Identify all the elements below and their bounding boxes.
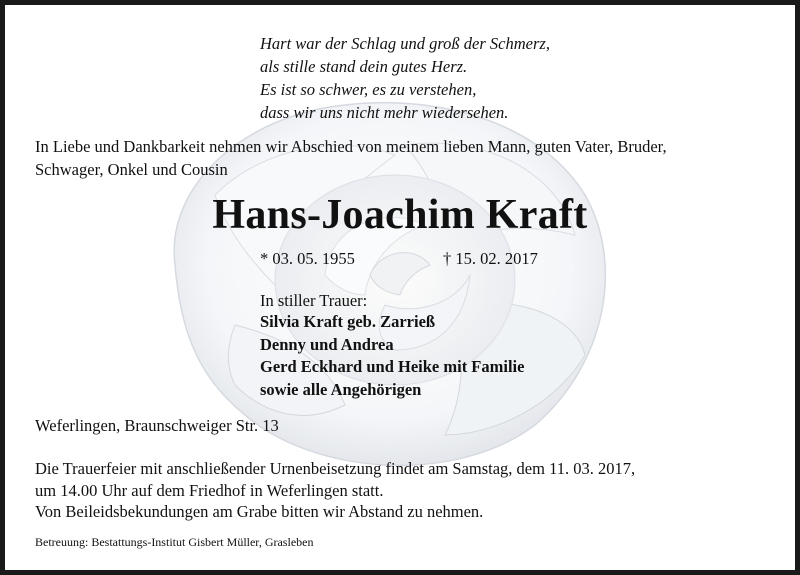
poem-line: Hart war der Schlag und groß der Schmerz,: [260, 34, 550, 53]
funeral-home-credit: Betreuung: Bestattungs-Institut Gisbert Müller, Grasleben: [35, 535, 314, 549]
service-line: um 14.00 Uhr auf dem Friedhof in Weferlingen statt.: [35, 480, 384, 500]
intro-line: Schwager, Onkel und Cousin: [35, 159, 228, 179]
mourner-name: Gerd Eckhard und Heike mit Familie: [260, 357, 525, 376]
birth-date: * 03. 05. 1955: [260, 249, 355, 268]
farewell-intro: [35, 136, 667, 181]
mourner-name: sowie alle Angehörigen: [260, 379, 422, 399]
poem-line: Es ist so schwer, es zu verstehen,: [260, 80, 477, 99]
service-line: Von Beileidsbekundungen am Grabe bitten wir Abstand zu nehmen.: [35, 502, 484, 521]
death-date: † 15. 02. 2017: [443, 249, 538, 268]
mourner-name: Silvia Kraft geb. Zarrieß: [260, 312, 436, 331]
address: Weferlingen, Braunschweiger Str. 13: [35, 416, 279, 435]
service-line: Die Trauerfeier mit anschließender Urnenbeisetzung findet am Samstag, dem 11. 03. 2017,: [35, 459, 636, 478]
white-rose-image: [155, 75, 625, 475]
mourning-label: In stiller Trauer:: [260, 291, 368, 310]
mourners-list: [260, 311, 524, 401]
mourner-name: Denny und Andrea: [260, 334, 394, 354]
intro-line: In Liebe und Dankbarkeit nehmen wir Abschied von meinem lieben Mann, guten Vater, Bruder,: [35, 137, 667, 156]
service-details: [35, 458, 635, 523]
poem-line: dass wir uns nicht mehr wiedersehen.: [260, 103, 509, 122]
deceased-name: Hans-Joachim Kraft: [212, 192, 588, 238]
poem-line: als stille stand dein gutes Herz.: [260, 57, 468, 76]
poem: [260, 32, 550, 124]
